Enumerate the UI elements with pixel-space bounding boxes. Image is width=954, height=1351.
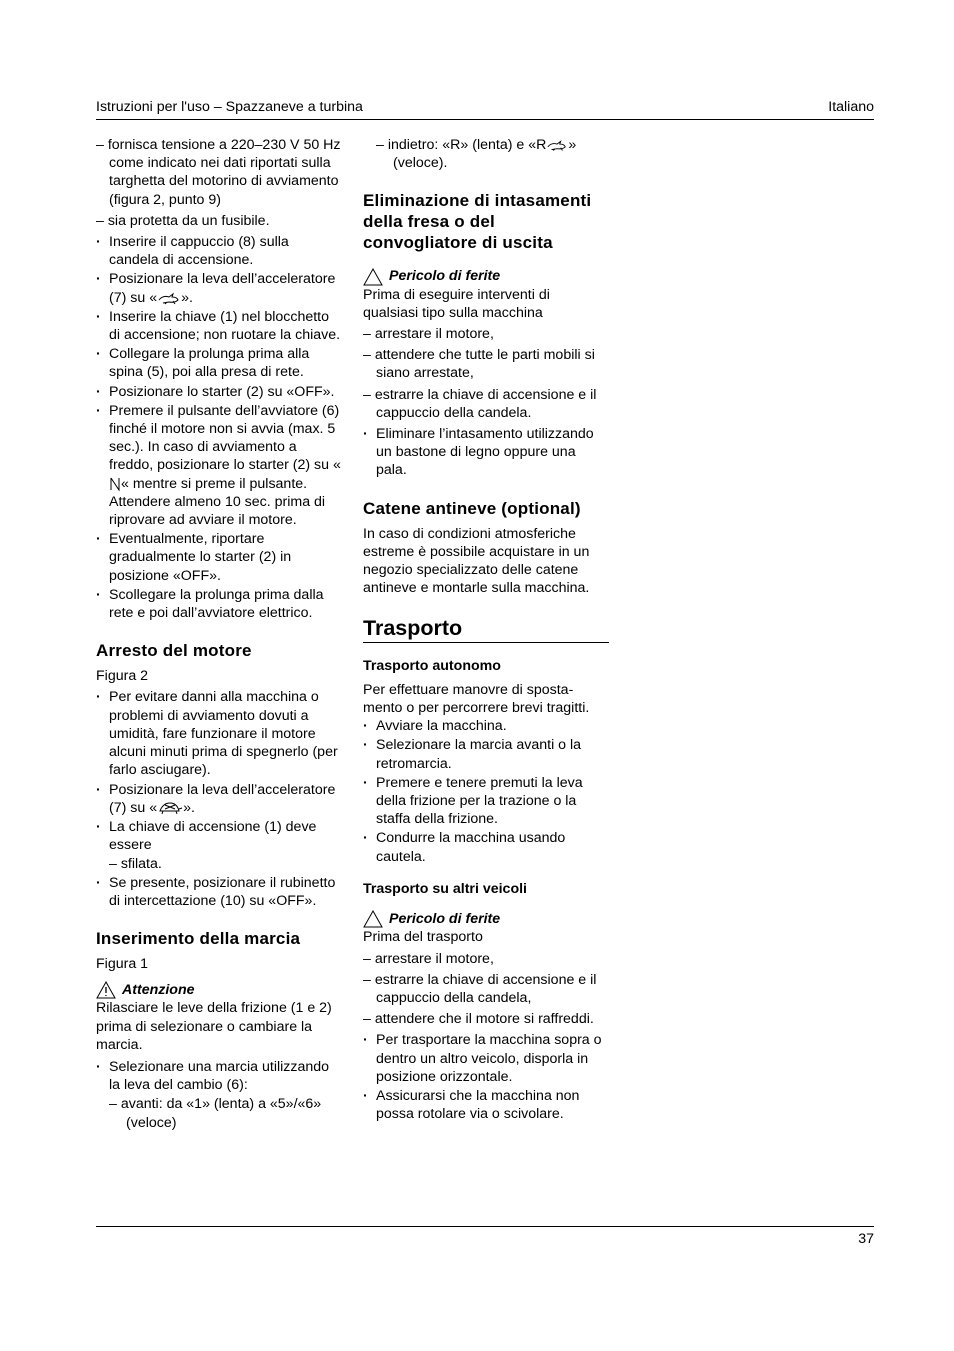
- danger-label: Pericolo di ferite: [389, 911, 501, 928]
- tortoise-icon: [157, 801, 183, 815]
- caution-label: Attenzione: [122, 982, 195, 999]
- bullet-item: · Condurre la macchina usando cautela.: [363, 829, 609, 865]
- section-heading-marcia: Inserimento della marcia: [96, 928, 301, 948]
- page-footer: [96, 1226, 874, 1247]
- dash-item: – attendere che il motore si raffreddi.: [363, 1011, 594, 1028]
- page-header: [96, 97, 874, 120]
- danger-label: Pericolo di ferite: [389, 268, 501, 285]
- bullet-item: · Eliminare l’intasamento utilizzando un bastone di legno oppure una pala.: [363, 425, 609, 480]
- bullet-item: · Per trasportare la macchina sopra o dentro un altro veicolo, disporla in posizione orizzontale.: [363, 1031, 609, 1086]
- dash-item: – attendere che tutte le parti mobili si siano arrestate,: [363, 347, 595, 382]
- dash-item: – estrarre la chiave di accensione e il cappuccio della candela.: [363, 386, 597, 421]
- bullet-item: · Posizionare lo starter (2) su «OFF».: [96, 383, 342, 401]
- bullet-item: · Eventualmente, riportare gradualmente lo starter (2) in posizione «OFF».: [96, 530, 342, 585]
- page-number: 37: [858, 1231, 874, 1247]
- caution-text: Rilasciare le leve della frizione (1 e 2) prima di selezionare o cambiare la marcia.: [96, 1000, 332, 1053]
- paragraph: Per effettuare manovre di sposta-mento o per percorrere brevi tragitti.: [363, 681, 590, 717]
- header-language: Italiano: [828, 99, 874, 115]
- hare-icon: [157, 291, 181, 305]
- hare-icon: [546, 138, 568, 152]
- bullet-item: · Scollegare la prolunga prima dalla rete e poi dall’avviatore elettrico.: [96, 586, 342, 622]
- figure-ref: Figura 1: [96, 955, 149, 972]
- bullet-item: · Inserire la chiave (1) nel blocchetto di accensione; non ruotare la chiave.: [96, 308, 342, 344]
- warning-triangle-icon: [363, 910, 383, 928]
- paragraph: Prima del trasporto: [363, 929, 483, 946]
- chapter-heading-trasporto: Trasporto: [363, 619, 609, 642]
- bullet-item: · Collegare la prolunga prima alla spina (5), poi alla presa di rete.: [96, 345, 342, 381]
- sub-dash-item: – sfilata.: [109, 856, 162, 873]
- bullet-item: · Premere il pulsante dell’avviatore (6) finché il motore non si avvia (max. 5 sec.). In caso di avviamento a freddo, posizionare lo starter (2) su «« mentre si preme il pulsante. Attendere almeno 10 sec. prima di riprovare ad avviare il motore.: [96, 402, 342, 529]
- warning-triangle-icon: [96, 981, 116, 999]
- danger-notice: [363, 267, 609, 285]
- section-heading-catene: Catene antineve (optional): [363, 498, 581, 518]
- warning-triangle-icon: [363, 268, 383, 286]
- bullet-item: · Avviare la macchina.: [363, 717, 609, 735]
- column-right: [363, 136, 609, 1124]
- bullet-item: · Inserire il cappuccio (8) sulla candela di accensione.: [96, 233, 342, 269]
- sub-dash-item: – avanti: da «1» (lenta) a «5»/«6» (veloce): [109, 1096, 322, 1131]
- bullet-item: · Se presente, posizionare il rubinetto di intercettazione (10) su «OFF».: [96, 874, 342, 910]
- header-title: Istruzioni per l'uso – Spazzaneve a turbina: [96, 99, 363, 115]
- bullet-item: · La chiave di accensione (1) deve essere: [96, 818, 342, 854]
- bullet-item: · Posizionare la leva dell’acceleratore (7) su « ».: [96, 781, 342, 817]
- bullet-item: · Premere e tenere premuti la leva della frizione per la trazione o la staffa della frizione.: [363, 774, 609, 829]
- subheading-autonomo: Trasporto autonomo: [363, 657, 501, 674]
- dash-item: – fornisca tensione a 220–230 V 50 Hz come indicato nei dati riportati sulla targhetta del motorino di avviamento (figura 2, punto 9): [96, 137, 341, 208]
- section-heading-eliminazione: Eliminazione di intasamenti della fresa o del convogliatore di uscita: [363, 191, 592, 253]
- choke-icon: [109, 477, 121, 491]
- bullet-item: · Per evitare danni alla macchina o problemi di avviamento dovuti a umidità, fare funzionare il motore alcuni minuti prima di spegnerlo (per farlo asciugare).: [96, 688, 342, 779]
- dash-item: – sia protetta da un fusibile.: [96, 212, 270, 229]
- bullet-item: · Posizionare la leva dell’acceleratore (7) su « ».: [96, 270, 342, 306]
- bullet-item: · Selezionare la marcia avanti o la retromarcia.: [363, 736, 609, 772]
- dash-item: – arrestare il motore,: [363, 950, 494, 967]
- subheading-veicoli: Trasporto su altri veicoli: [363, 880, 527, 897]
- danger-notice: [363, 910, 609, 928]
- bullet-item: · Selezionare una marcia utilizzando la leva del cambio (6):: [96, 1058, 342, 1094]
- dash-item: – estrarre la chiave di accensione e il cappuccio della candela,: [363, 971, 597, 1006]
- paragraph: Prima di eseguire interventi di qualsiasi tipo sulla macchina: [363, 286, 550, 321]
- paragraph: In caso di condizioni atmosferiche estreme è possibile acquistare in un negozio specializzato delle catene antineve e montarle sulla macchina.: [363, 525, 590, 597]
- column-left: [96, 136, 342, 1132]
- bullet-item: · Assicurarsi che la macchina non possa rotolare via o scivolare.: [363, 1087, 609, 1123]
- figure-ref: Figura 2: [96, 668, 149, 685]
- dash-item: – arrestare il motore,: [363, 326, 494, 343]
- sub-dash-item: – indietro: «R» (lenta) e «R » (veloce).: [376, 137, 577, 172]
- section-heading-arresto: Arresto del motore: [96, 641, 252, 661]
- caution-notice: [96, 981, 342, 999]
